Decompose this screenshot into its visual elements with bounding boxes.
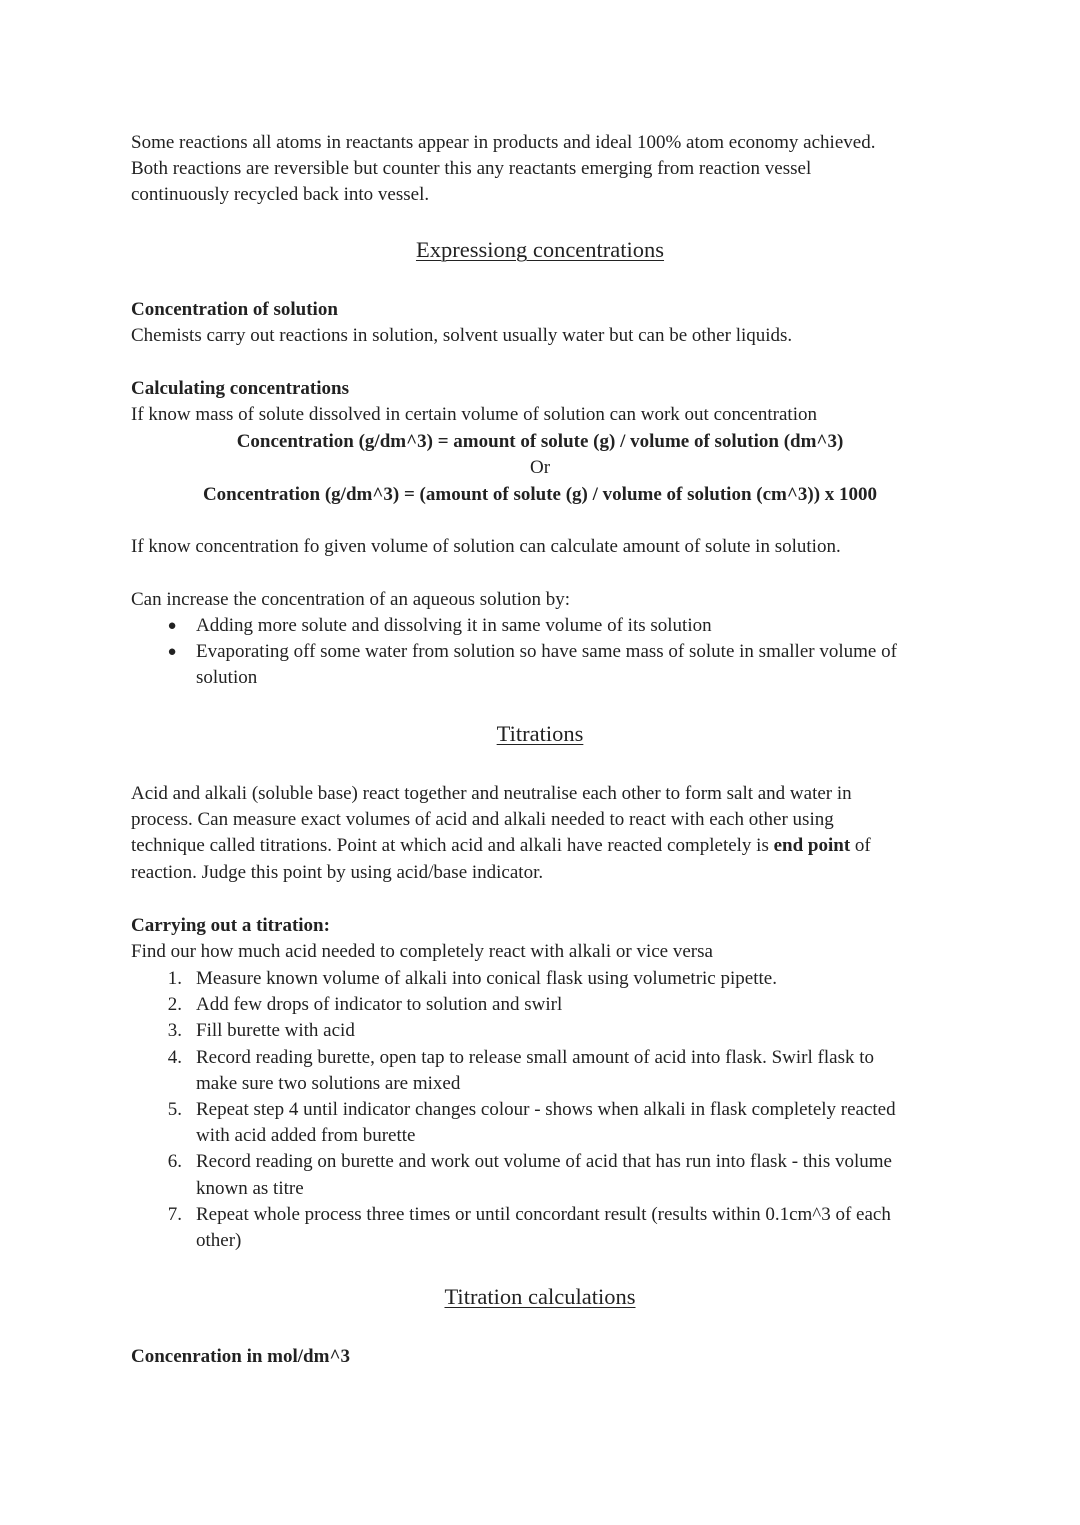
calculating-concentrations-title: Calculating concentrations — [131, 378, 349, 399]
list-item — [131, 613, 941, 639]
titrations-line-2: process. Can measure exact volumes of acid and alkali needed to react with each other using — [131, 809, 834, 831]
list-item — [131, 1045, 941, 1097]
bullet-icon: ● — [167, 644, 177, 661]
step-number: 5. — [167, 1099, 182, 1121]
end-point-term: end point — [773, 835, 851, 857]
list-item — [131, 1149, 941, 1201]
amount-of-solute-text — [131, 534, 931, 560]
list-item — [131, 1018, 941, 1044]
titrations-line-4: reaction. Judge this point by using acid/base indicator. — [131, 861, 544, 883]
step-number: 2. — [167, 994, 182, 1016]
heading-titration-calculations: Titration calculations — [444, 1284, 636, 1309]
calculating-concentrations-text: If know mass of solute dissolved in certain volume of solution can work out concentration — [131, 404, 817, 426]
step-number: 7. — [167, 1203, 182, 1225]
list-item-line: solution — [196, 667, 258, 689]
concentration-of-solution-title: Concentration of solution — [131, 299, 338, 320]
step-number: 3. — [167, 1020, 182, 1042]
carrying-out-titration-text: Find our how much acid needed to completely react with alkali or vice versa — [131, 941, 713, 963]
step-number: 6. — [167, 1151, 182, 1173]
step-number: 1. — [167, 968, 182, 989]
increase-concentration-intro — [131, 587, 931, 613]
list-item — [131, 1097, 941, 1149]
titrations-line-3-end: of — [850, 835, 871, 857]
increase-concentration-intro-line: Can increase the concentration of an aqueous solution by: — [131, 589, 570, 610]
amount-of-solute-line: If know concentration fo given volume of solution can calculate amount of solute in solution. — [131, 536, 841, 557]
step-line: Add few drops of indicator to solution and swirl — [196, 994, 563, 1016]
concentration-of-solution-text: Chemists carry out reactions in solution, solvent usually water but can be other liquids. — [131, 325, 793, 347]
list-item — [131, 966, 941, 992]
carrying-out-titration-title: Carrying out a titration: — [131, 915, 330, 936]
titration-steps-list — [131, 966, 941, 1254]
bullet-icon: ● — [167, 618, 177, 634]
step-line: Fill burette with acid — [196, 1020, 355, 1042]
step-line: Measure known volume of alkali into conical flask using volumetric pipette. — [196, 968, 777, 989]
formula-cm3: Concentration (g/dm^3) = (amount of solute (g) / volume of solution (cm^3)) x 1000 — [202, 484, 878, 505]
intro-line-2: Both reactions are reversible but counter this any reactants emerging from reaction vessel — [131, 158, 812, 180]
titrations-line-1: Acid and alkali (soluble base) react together and neutralise each other to form salt and water in — [131, 783, 852, 804]
list-item-line: Adding more solute and dissolving it in same volume of its solution — [196, 615, 712, 636]
heading-titrations: Titrations — [496, 721, 584, 746]
step-line: Repeat step 4 until indicator changes colour - shows when alkali in flask completely reacted — [196, 1099, 896, 1121]
step-line: Repeat whole process three times or until concordant result (results within 0.1cm^3 of each — [196, 1203, 891, 1225]
intro-line-1: Some reactions all atoms in reactants appear in products and ideal 100% atom economy achieved. — [131, 132, 876, 153]
list-item — [131, 1202, 941, 1254]
calculating-concentrations-block — [131, 376, 931, 428]
step-line: Record reading burette, open tap to release small amount of acid into flask. Swirl flask to — [196, 1046, 874, 1068]
step-line: with acid added from burette — [196, 1125, 416, 1147]
increase-concentration-list — [131, 613, 941, 692]
concentration-of-solution-block — [131, 297, 931, 349]
formula-or: Or — [529, 457, 551, 478]
step-line: other) — [196, 1230, 242, 1252]
list-item — [131, 992, 941, 1018]
list-item — [131, 639, 941, 691]
titrations-line-3-start: technique called titrations. Point at which acid and alkali have reacted completely is — [131, 835, 774, 857]
titrations-paragraph — [131, 781, 931, 886]
titrations-line-3 — [131, 833, 931, 859]
list-item-line: Evaporating off some water from solution so have same mass of solute in smaller volume of — [196, 641, 897, 663]
heading-expressing-concentrations: Expressiong concentrations — [415, 237, 665, 262]
step-line: make sure two solutions are mixed — [196, 1072, 461, 1094]
step-line: known as titre — [196, 1177, 304, 1199]
step-number: 4. — [167, 1046, 182, 1068]
intro-line-3: continuously recycled back into vessel. — [131, 184, 430, 206]
intro-paragraph — [131, 130, 931, 209]
concentration-mol-title: Concenration in mol/dm^3 — [131, 1346, 350, 1367]
formula-dm3: Concentration (g/dm^3) = amount of solute (g) / volume of solution (dm^3) — [236, 431, 844, 452]
concentration-mol-block — [131, 1344, 931, 1370]
carrying-out-titration-block — [131, 913, 931, 965]
step-line: Record reading on burette and work out volume of acid that has run into flask - this volume — [196, 1151, 892, 1173]
